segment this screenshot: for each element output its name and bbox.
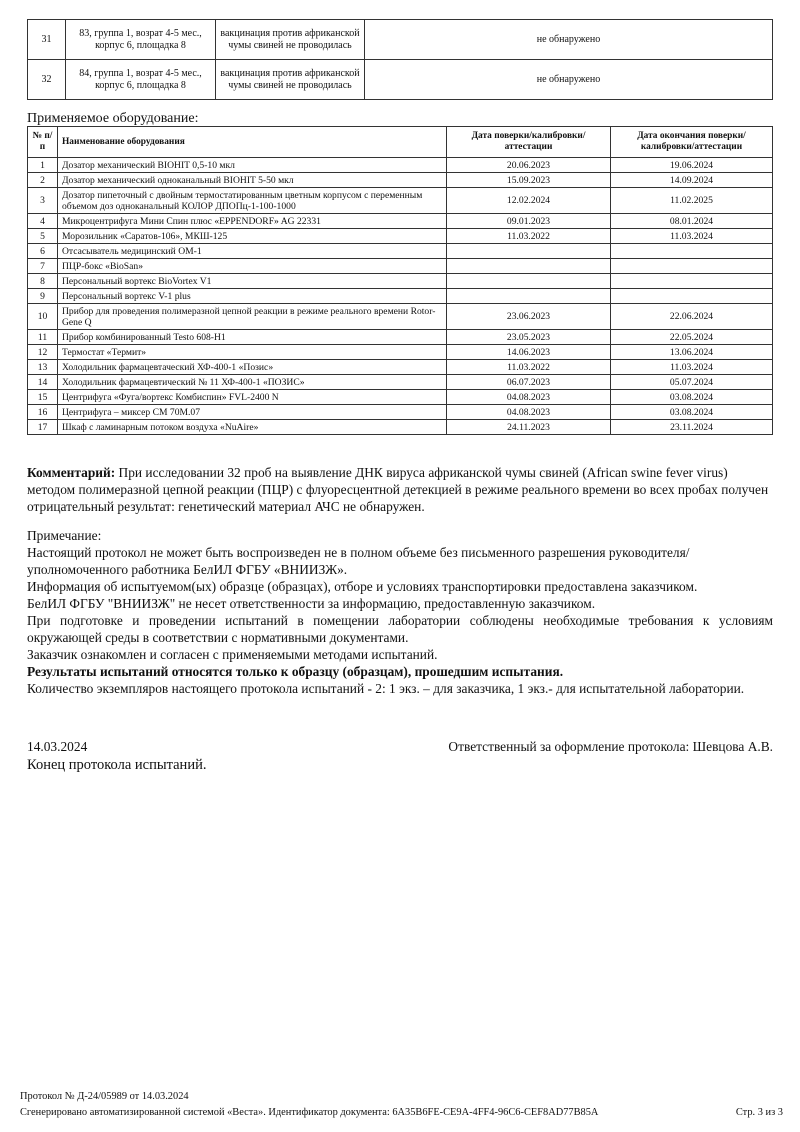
comment-label: Комментарий: <box>27 465 116 480</box>
header-name: Наименование оборудования <box>58 127 447 158</box>
sample-number: 32 <box>28 60 66 100</box>
table-row <box>28 60 773 100</box>
equipment-date <box>447 289 611 304</box>
table-row <box>28 289 773 304</box>
equipment-end-date: 03.08.2024 <box>611 390 773 405</box>
equipment-end-date: 13.06.2024 <box>611 345 773 360</box>
equipment-end-date: 22.05.2024 <box>611 330 773 345</box>
note-conditions: При подготовке и проведении испытаний в помещении лаборатории соблюдены необходимые требования к условиям окружающей среды в соответствии с нормативными документами. <box>27 613 773 645</box>
equipment-name: Дозатор механический BIOHIT 0,5-10 мкл <box>58 158 447 173</box>
equipment-number: 8 <box>28 274 58 289</box>
equipment-number: 11 <box>28 330 58 345</box>
table-row <box>28 330 773 345</box>
equipment-name: Центрифуга «Фуга/вортекс Комбиспин» FVL-2400 N <box>58 390 447 405</box>
equipment-table <box>27 126 773 435</box>
table-row <box>28 304 773 330</box>
vaccination-status: вакцинация против африканской чумы свиней не проводилась <box>216 60 365 100</box>
table-row <box>28 188 773 214</box>
equipment-name: Центрифуга – миксер СМ 70М.07 <box>58 405 447 420</box>
test-result: не обнаружено <box>365 20 773 60</box>
footer-page-number: Стр. 3 из 3 <box>735 1107 783 1118</box>
equipment-number: 7 <box>28 259 58 274</box>
table-row <box>28 158 773 173</box>
equipment-number: 1 <box>28 158 58 173</box>
signature-date: 14.03.2024 <box>27 739 88 754</box>
equipment-number: 6 <box>28 244 58 259</box>
note-reproduction: Настоящий протокол не может быть воспроизведен не в полном объеме без письменного разрешения руководителя/уполномоченного работника БелИЛ ФГБУ «ВНИИЗЖ». <box>27 545 690 577</box>
equipment-end-date <box>611 274 773 289</box>
note-copies: Количество экземпляров настоящего протокола испытаний - 2: 1 экз. – для заказчика, 1 экз.- для испытательной лаборатории. <box>27 681 745 696</box>
equipment-date: 04.08.2023 <box>447 390 611 405</box>
equipment-date: 11.03.2022 <box>447 229 611 244</box>
equipment-number: 12 <box>28 345 58 360</box>
equipment-name: Дозатор механический одноканальный BIOHIT 5-50 мкл <box>58 173 447 188</box>
equipment-date: 24.11.2023 <box>447 420 611 435</box>
note-results-scope: Результаты испытаний относятся только к образцу (образцам), прошедшим испытания. <box>27 664 564 679</box>
sample-description: 83, группа 1, возрат 4-5 мес., корпус 6, площадка 8 <box>66 20 216 60</box>
equipment-date: 04.08.2023 <box>447 405 611 420</box>
equipment-title: Применяемое оборудование: <box>27 111 199 126</box>
equipment-end-date: 14.09.2024 <box>611 173 773 188</box>
equipment-number: 13 <box>28 360 58 375</box>
end-of-protocol: Конец протокола испытаний. <box>27 757 207 773</box>
table-row <box>28 345 773 360</box>
equipment-name: Микроцентрифуга Мини Спин плюс «EPPENDORF» AG 22331 <box>58 214 447 229</box>
equipment-name: Дозатор пипеточный с двойным термостатированным цветным корпусом с переменным объемом доз одноканальный КОЛОР ДПОПц-1-100-1000 <box>58 188 447 214</box>
equipment-end-date: 08.01.2024 <box>611 214 773 229</box>
equipment-date: 15.09.2023 <box>447 173 611 188</box>
equipment-number: 16 <box>28 405 58 420</box>
equipment-end-date: 22.06.2024 <box>611 304 773 330</box>
comment-text: При исследовании 32 проб на выявление ДНК вируса африканской чумы свиней (African swine fever virus) методом полимеразной цепной реакции (ПЦР) с флуоресцентной детекцией в режиме реального времени во всех пробах получен отрицательный результат: генетический материал АЧС не обнаружен. <box>27 465 769 514</box>
equipment-number: 2 <box>28 173 58 188</box>
equipment-end-date: 11.03.2024 <box>611 229 773 244</box>
header-end-date: Дата окончания поверки/калибровки/аттестации <box>611 127 773 158</box>
table-row <box>28 214 773 229</box>
equipment-date: 23.06.2023 <box>447 304 611 330</box>
comment-paragraph <box>27 464 773 515</box>
table-row <box>28 20 773 60</box>
equipment-name: Прибор для проведения полимеразной цепной реакции в режиме реального времени Rotor-Gene Q <box>58 304 447 330</box>
note-customer-agreed: Заказчик ознакомлен и согласен с применяемыми методами испытаний. <box>27 647 438 662</box>
equipment-name: Персональный вортекс BioVortex V1 <box>58 274 447 289</box>
equipment-date <box>447 259 611 274</box>
equipment-date <box>447 244 611 259</box>
table-row <box>28 405 773 420</box>
equipment-number: 17 <box>28 420 58 435</box>
equipment-end-date: 11.02.2025 <box>611 188 773 214</box>
equipment-name: ПЦР-бокс «BioSan» <box>58 259 447 274</box>
equipment-end-date: 05.07.2024 <box>611 375 773 390</box>
equipment-name: Морозильник «Саратов-106», МКШ-125 <box>58 229 447 244</box>
equipment-name: Холодильник фармацевтический № 11 ХФ-400-1 «ПОЗИС» <box>58 375 447 390</box>
equipment-name: Прибор комбинированный Testo 608-H1 <box>58 330 447 345</box>
equipment-number: 9 <box>28 289 58 304</box>
equipment-date: 11.03.2022 <box>447 360 611 375</box>
table-row <box>28 229 773 244</box>
table-row <box>28 390 773 405</box>
equipment-name: Холодильник фармацевтаческий ХФ-400-1 «Позис» <box>58 360 447 375</box>
table-header-row <box>28 127 773 158</box>
equipment-name: Термостат «Термит» <box>58 345 447 360</box>
sample-number: 31 <box>28 20 66 60</box>
equipment-date: 12.02.2024 <box>447 188 611 214</box>
table-row <box>28 375 773 390</box>
equipment-number: 4 <box>28 214 58 229</box>
samples-table <box>27 19 773 100</box>
equipment-date: 23.05.2023 <box>447 330 611 345</box>
responsible-person: Ответственный за оформление протокола: Шевцова А.В. <box>448 739 773 754</box>
footer-protocol-number: Протокол № Д-24/05989 от 14.03.2024 <box>20 1091 189 1102</box>
equipment-name: Персональный вортекс V-1 plus <box>58 289 447 304</box>
table-row <box>28 259 773 274</box>
table-row <box>28 173 773 188</box>
equipment-end-date <box>611 289 773 304</box>
equipment-number: 10 <box>28 304 58 330</box>
note-sample-info: Информация об испытуемом(ых) образце (образцах), отборе и условиях транспортировки предоставлена заказчиком. <box>27 579 698 594</box>
note-responsibility: БелИЛ ФГБУ "ВНИИЗЖ" не несет ответственности за информацию, предоставленную заказчиком. <box>27 596 596 611</box>
equipment-end-date: 23.11.2024 <box>611 420 773 435</box>
vaccination-status: вакцинация против африканской чумы свиней не проводилась <box>216 20 365 60</box>
equipment-date: 09.01.2023 <box>447 214 611 229</box>
equipment-number: 15 <box>28 390 58 405</box>
equipment-end-date <box>611 244 773 259</box>
equipment-date: 06.07.2023 <box>447 375 611 390</box>
test-result: не обнаружено <box>365 60 773 100</box>
equipment-date <box>447 274 611 289</box>
equipment-end-date <box>611 259 773 274</box>
table-row <box>28 274 773 289</box>
equipment-name: Отсасыватель медицинский ОМ-1 <box>58 244 447 259</box>
footer-generated-by: Сгенерировано автоматизированной системой «Веста». Идентификатор документа: 6A35B6FE-CE9A-4FF4-96C6-CEF8AD77B85A <box>20 1107 599 1118</box>
table-row <box>28 360 773 375</box>
equipment-number: 5 <box>28 229 58 244</box>
header-number: № п/п <box>28 127 58 158</box>
equipment-number: 14 <box>28 375 58 390</box>
equipment-name: Шкаф с ламинарным потоком воздуха «NuAire» <box>58 420 447 435</box>
sample-description: 84, группа 1, возрат 4-5 мес., корпус 6, площадка 8 <box>66 60 216 100</box>
notes-title: Примечание: <box>27 528 102 543</box>
header-date: Дата поверки/калибровки/аттестации <box>447 127 611 158</box>
table-row <box>28 244 773 259</box>
equipment-end-date: 03.08.2024 <box>611 405 773 420</box>
notes-section <box>27 527 773 697</box>
table-row <box>28 420 773 435</box>
equipment-number: 3 <box>28 188 58 214</box>
equipment-date: 14.06.2023 <box>447 345 611 360</box>
equipment-end-date: 19.06.2024 <box>611 158 773 173</box>
equipment-date: 20.06.2023 <box>447 158 611 173</box>
equipment-end-date: 11.03.2024 <box>611 360 773 375</box>
